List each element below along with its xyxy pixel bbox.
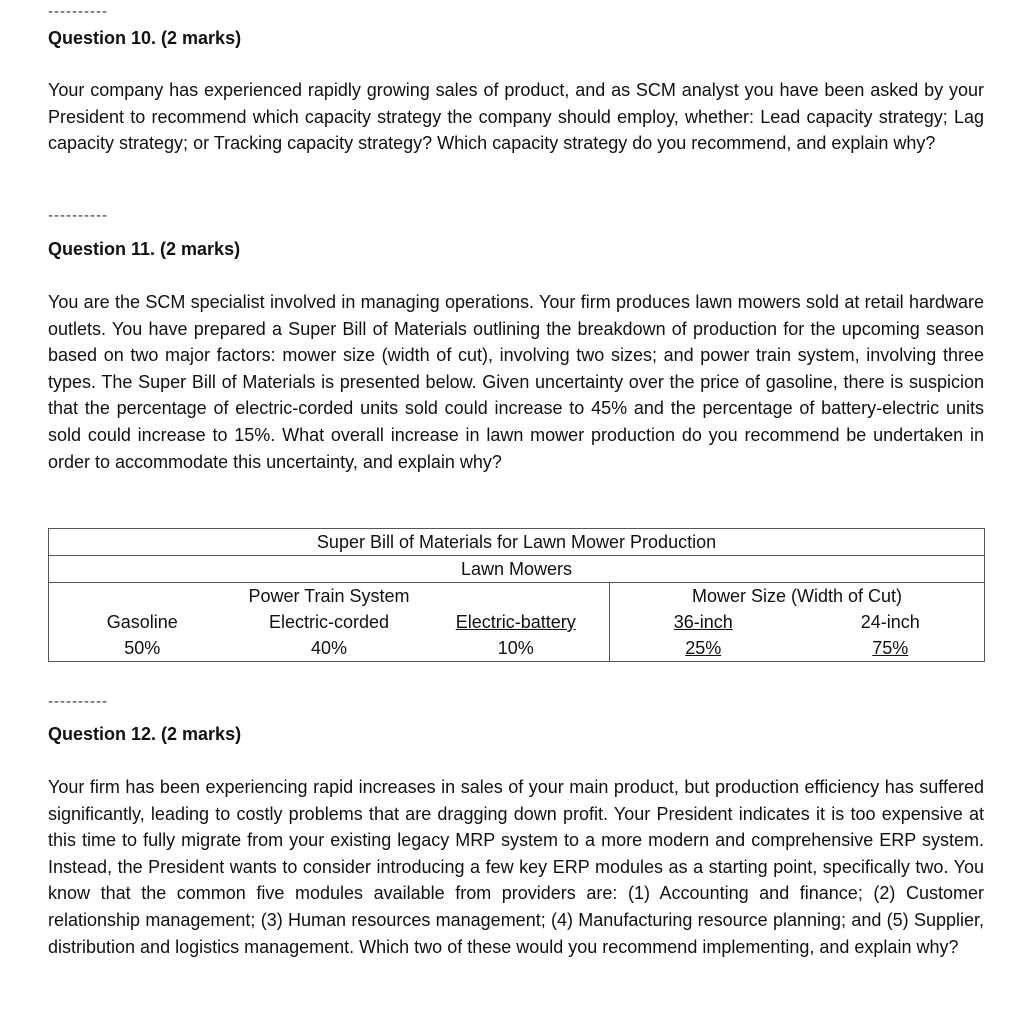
table-subtitle: Lawn Mowers [49,556,985,583]
table-value-row [49,635,985,662]
question-12-body: Your firm has been experiencing rapid increases in sales of your main product, but production efficiency has suffered significantly, leading to costly problems that are dragging down profit. Your President indicates it is too expensive at this time to fully migrate from your existing legacy MRP system to a more modern and comprehensive ERP system. Instead, the President wants to consider introducing a few key ERP modules as a starting point, specifically two. You know that the common five modules available from providers are: (1) Accounting and finance; (2) Customer relationship management; (3) Human resources management; (4) Manufacturing resource planning; and (5) Supplier, distribution and logistics management. Which two of these would you recommend implementing, and explain why? [48,777,984,957]
table-title: Super Bill of Materials for Lawn Mower Production [49,529,985,556]
question-10-heading: Question 10. (2 marks) [48,28,242,48]
column-value: 25% [610,635,797,662]
column-value: 40% [236,635,423,662]
table-title-row [49,529,985,556]
table-subtitle-row [49,556,985,583]
column-label: Electric-battery [423,609,610,635]
table-group-header-row [49,583,985,610]
column-value: 50% [49,635,236,662]
section-divider: ---------- [48,3,108,20]
section-divider: ---------- [48,207,108,224]
column-label: 36-inch [673,612,733,632]
super-bill-of-materials-table [48,528,985,662]
mower-size-header: Mower Size (Width of Cut) [610,583,985,610]
power-train-header: Power Train System [49,583,610,610]
question-10-body: Your company has experienced rapidly growing sales of product, and as SCM analyst you have been asked by your President to recommend which capacity strategy the company should employ, whether: Lead capacity strategy; Lag capacity strategy; or Tracking capacity strategy? Which capacity strategy do you recommend, and explain why? [48,80,984,154]
question-11-heading: Question 11. (2 marks) [48,239,241,259]
section-divider: ---------- [48,693,108,710]
column-label: Gasoline [49,609,236,635]
column-value: 10% [423,635,610,662]
column-value: 75% [797,635,985,662]
column-label: 24-inch [797,609,985,635]
table-label-row [49,609,985,635]
column-label: Electric-corded [268,612,390,632]
question-12-heading: Question 12. (2 marks) [48,724,242,744]
question-11-body: You are the SCM specialist involved in managing operations. Your firm produces lawn mowers sold at retail hardware outlets. You have prepared a Super Bill of Materials outlining the breakdown of production for the upcoming season based on two major factors: mower size (width of cut), involving two sizes; and power train system, involving three types. The Super Bill of Materials is presented below. Given uncertainty over the price of gasoline, there is suspicion that the percentage of electric-corded units sold could increase to 45% and the percentage of battery-electric units sold could increase to 15%. What overall increase in lawn mower production do you recommend be undertaken in order to accommodate this uncertainty, and explain why? [48,292,984,472]
